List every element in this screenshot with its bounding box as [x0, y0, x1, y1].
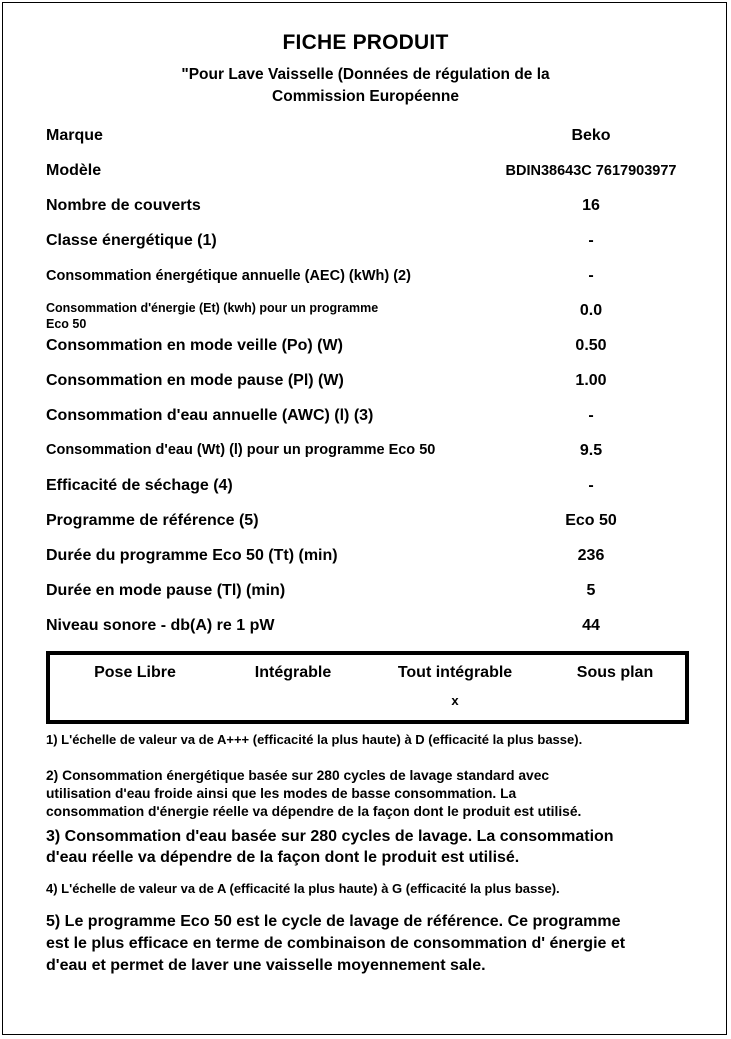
spec-value: - — [588, 407, 594, 424]
spec-label: Consommation d'eau (Wt) (l) pour un programme Eco 50 — [46, 442, 436, 458]
footnote-5 — [46, 911, 696, 977]
installation-option-freestanding: Pose Libre — [94, 664, 176, 681]
spec-label: Classe énergétique (1) — [46, 232, 217, 249]
spec-label: Consommation en mode veille (Po) (W) — [46, 337, 343, 354]
spec-label: Niveau sonore - db(A) re 1 pW — [46, 617, 275, 634]
spec-value: 16 — [582, 197, 600, 214]
installation-type-box — [46, 651, 689, 724]
spec-value: 0.50 — [575, 337, 607, 354]
spec-label: Marque — [46, 127, 103, 144]
spec-value: BDIN38643C 7617903977 — [505, 163, 677, 179]
spec-value: 44 — [582, 617, 600, 634]
footnote-3 — [46, 826, 696, 868]
installation-option-under-counter: Sous plan — [576, 664, 654, 681]
spec-label-line-1: Consommation d'énergie (Et) (kwh) pour un programme — [46, 301, 379, 315]
spec-label: Durée du programme Eco 50 (Tt) (min) — [46, 547, 338, 564]
footnote-5-line-3: d'eau et permet de laver une vaisselle moyennement sale. — [46, 957, 486, 974]
spec-label: Efficacité de séchage (4) — [46, 477, 233, 494]
installation-option-fully-integrated: Tout intégrable — [397, 664, 513, 681]
spec-value: - — [588, 477, 594, 494]
spec-value: Eco 50 — [565, 512, 617, 529]
spec-value: 236 — [577, 547, 605, 564]
spec-value: 0.0 — [579, 302, 603, 319]
spec-value: - — [588, 232, 594, 249]
footnote-5-line-1: 5) Le programme Eco 50 est le cycle de lavage de référence. Ce programme — [46, 913, 621, 930]
footnote-4: 4) L'échelle de valeur va de A (efficacité la plus haute) à G (efficacité la plus basse). — [46, 881, 560, 896]
spec-value: 9.5 — [579, 442, 603, 459]
spec-label-line-2: Eco 50 — [46, 317, 87, 331]
spec-label: Modèle — [46, 162, 102, 179]
spec-value: Beko — [571, 127, 611, 144]
footnote-3-line-2: d'eau réelle va dépendre de la façon dont le produit est utilisé. — [46, 849, 520, 866]
footnote-2 — [46, 767, 696, 821]
spec-value: - — [588, 267, 594, 284]
footnote-2-line-1: 2) Consommation énergétique basée sur 280 cycles de lavage standard avec — [46, 768, 550, 783]
spec-label: Consommation en mode pause (Pl) (W) — [46, 372, 344, 389]
installation-selected-mark: x — [451, 693, 459, 708]
spec-label: Consommation d'eau annuelle (AWC) (l) (3) — [46, 407, 374, 424]
footnote-2-line-3: consommation d'énergie réelle va dépendre de la façon dont le produit est utilisé. — [46, 804, 582, 819]
footnote-1: 1) L'échelle de valeur va de A+++ (efficacité la plus haute) à D (efficacité la plus basse). — [46, 732, 583, 747]
spec-label: Nombre de couverts — [46, 197, 201, 214]
spec-value: 1.00 — [575, 372, 607, 389]
spec-label: Consommation énergétique annuelle (AEC) (kWh) (2) — [46, 268, 411, 284]
spec-value: 5 — [586, 582, 596, 599]
footnote-3-line-1: 3) Consommation d'eau basée sur 280 cycles de lavage. La consommation — [46, 828, 614, 845]
subtitle-line-1: "Pour Lave Vaisselle (Données de régulation de la — [181, 66, 550, 83]
page-title: FICHE PRODUIT — [282, 31, 449, 54]
footnote-5-line-2: est le plus efficace en terme de combinaison de consommation d' énergie et — [46, 935, 626, 952]
installation-option-integrable: Intégrable — [254, 664, 332, 681]
footnote-2-line-2: utilisation d'eau froide ainsi que les modes de basse consommation. La — [46, 786, 517, 801]
spec-label: Programme de référence (5) — [46, 512, 259, 529]
subtitle-line-2: Commission Européenne — [272, 88, 459, 105]
spec-label: Durée en mode pause (Tl) (min) — [46, 582, 286, 599]
